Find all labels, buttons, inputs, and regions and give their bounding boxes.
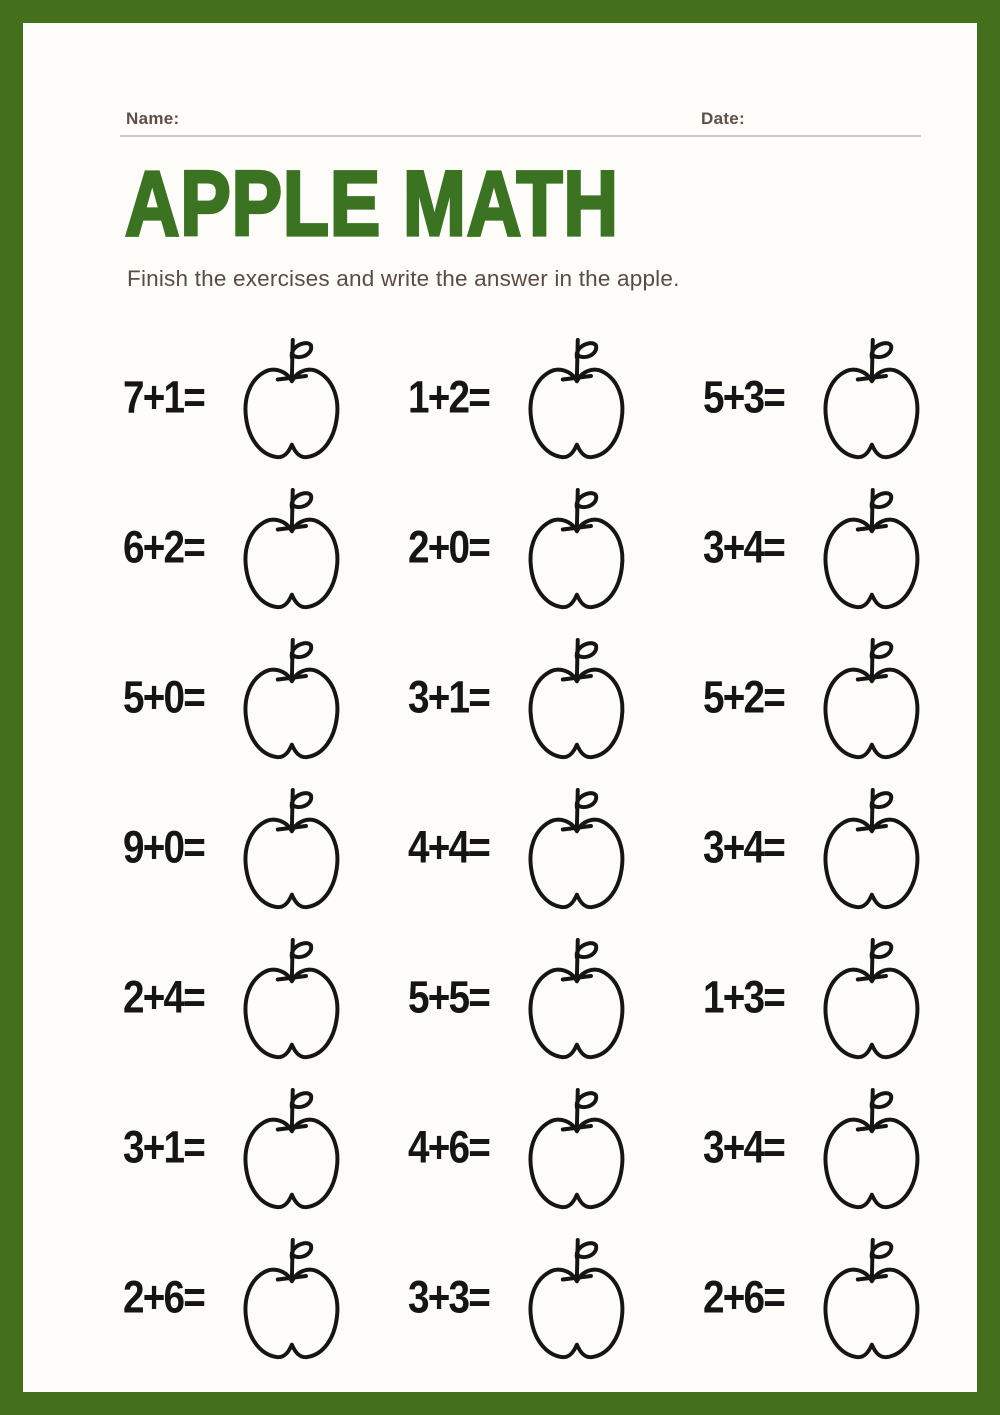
apple-answer-slot-icon[interactable]	[238, 932, 344, 1064]
problem-text: 5+0=	[123, 672, 205, 723]
problem-cell	[703, 473, 938, 623]
problem-text: 3+4=	[703, 522, 785, 573]
problem-cell	[703, 323, 938, 473]
apple-answer-slot-icon[interactable]	[238, 1082, 344, 1214]
apple-answer-slot-icon[interactable]	[523, 332, 629, 464]
apple-answer-slot-icon[interactable]	[818, 932, 924, 1064]
problem-cell	[123, 1073, 408, 1223]
apple-answer-slot-icon[interactable]	[238, 1232, 344, 1364]
problem-text: 4+4=	[408, 822, 490, 873]
problem-text: 3+4=	[703, 1122, 785, 1173]
name-label: Name:	[126, 109, 180, 128]
problems-grid	[123, 323, 938, 1373]
problem-text: 9+0=	[123, 822, 205, 873]
problem-cell	[703, 623, 938, 773]
apple-answer-slot-icon[interactable]	[238, 482, 344, 614]
problem-text: 2+0=	[408, 522, 490, 573]
problem-text: 7+1=	[123, 372, 205, 423]
problem-text: 1+2=	[408, 372, 490, 423]
problem-text: 4+6=	[408, 1122, 490, 1173]
problem-cell	[408, 623, 703, 773]
problem-text: 2+6=	[703, 1272, 785, 1323]
apple-answer-slot-icon[interactable]	[818, 332, 924, 464]
problem-text: 5+3=	[703, 372, 785, 423]
apple-answer-slot-icon[interactable]	[523, 1232, 629, 1364]
problem-cell	[123, 323, 408, 473]
problem-text: 5+2=	[703, 672, 785, 723]
problem-cell	[408, 323, 703, 473]
problem-text: 2+6=	[123, 1272, 205, 1323]
apple-answer-slot-icon[interactable]	[238, 332, 344, 464]
problem-cell	[123, 923, 408, 1073]
problem-cell	[123, 1223, 408, 1373]
problem-cell	[703, 1223, 938, 1373]
apple-answer-slot-icon[interactable]	[818, 1232, 924, 1364]
problem-cell	[123, 473, 408, 623]
problem-text: 2+4=	[123, 972, 205, 1023]
problem-text: 5+5=	[408, 972, 490, 1023]
problem-cell	[703, 1073, 938, 1223]
apple-answer-slot-icon[interactable]	[523, 932, 629, 1064]
problem-cell	[408, 1073, 703, 1223]
apple-answer-slot-icon[interactable]	[818, 482, 924, 614]
problem-text: 3+1=	[123, 1122, 205, 1173]
problem-cell	[408, 923, 703, 1073]
problem-cell	[123, 773, 408, 923]
problem-text: 3+3=	[408, 1272, 490, 1323]
problem-cell	[123, 623, 408, 773]
apple-answer-slot-icon[interactable]	[523, 782, 629, 914]
problem-text: 1+3=	[703, 972, 785, 1023]
problem-text: 3+4=	[703, 822, 785, 873]
problem-cell	[408, 773, 703, 923]
problem-text: 6+2=	[123, 522, 205, 573]
apple-answer-slot-icon[interactable]	[523, 1082, 629, 1214]
problem-cell	[703, 923, 938, 1073]
apple-answer-slot-icon[interactable]	[818, 782, 924, 914]
apple-answer-slot-icon[interactable]	[238, 632, 344, 764]
page-title: APPLE MATH	[125, 153, 619, 256]
problem-cell	[703, 773, 938, 923]
apple-answer-slot-icon[interactable]	[818, 1082, 924, 1214]
page-subtitle: Finish the exercises and write the answer in the apple.	[127, 266, 680, 291]
apple-answer-slot-icon[interactable]	[238, 782, 344, 914]
name-date-fill-line[interactable]	[120, 135, 921, 137]
apple-answer-slot-icon[interactable]	[523, 632, 629, 764]
apple-answer-slot-icon[interactable]	[818, 632, 924, 764]
problem-cell	[408, 473, 703, 623]
date-label: Date:	[701, 109, 746, 128]
problem-text: 3+1=	[408, 672, 490, 723]
problem-cell	[408, 1223, 703, 1373]
apple-answer-slot-icon[interactable]	[523, 482, 629, 614]
